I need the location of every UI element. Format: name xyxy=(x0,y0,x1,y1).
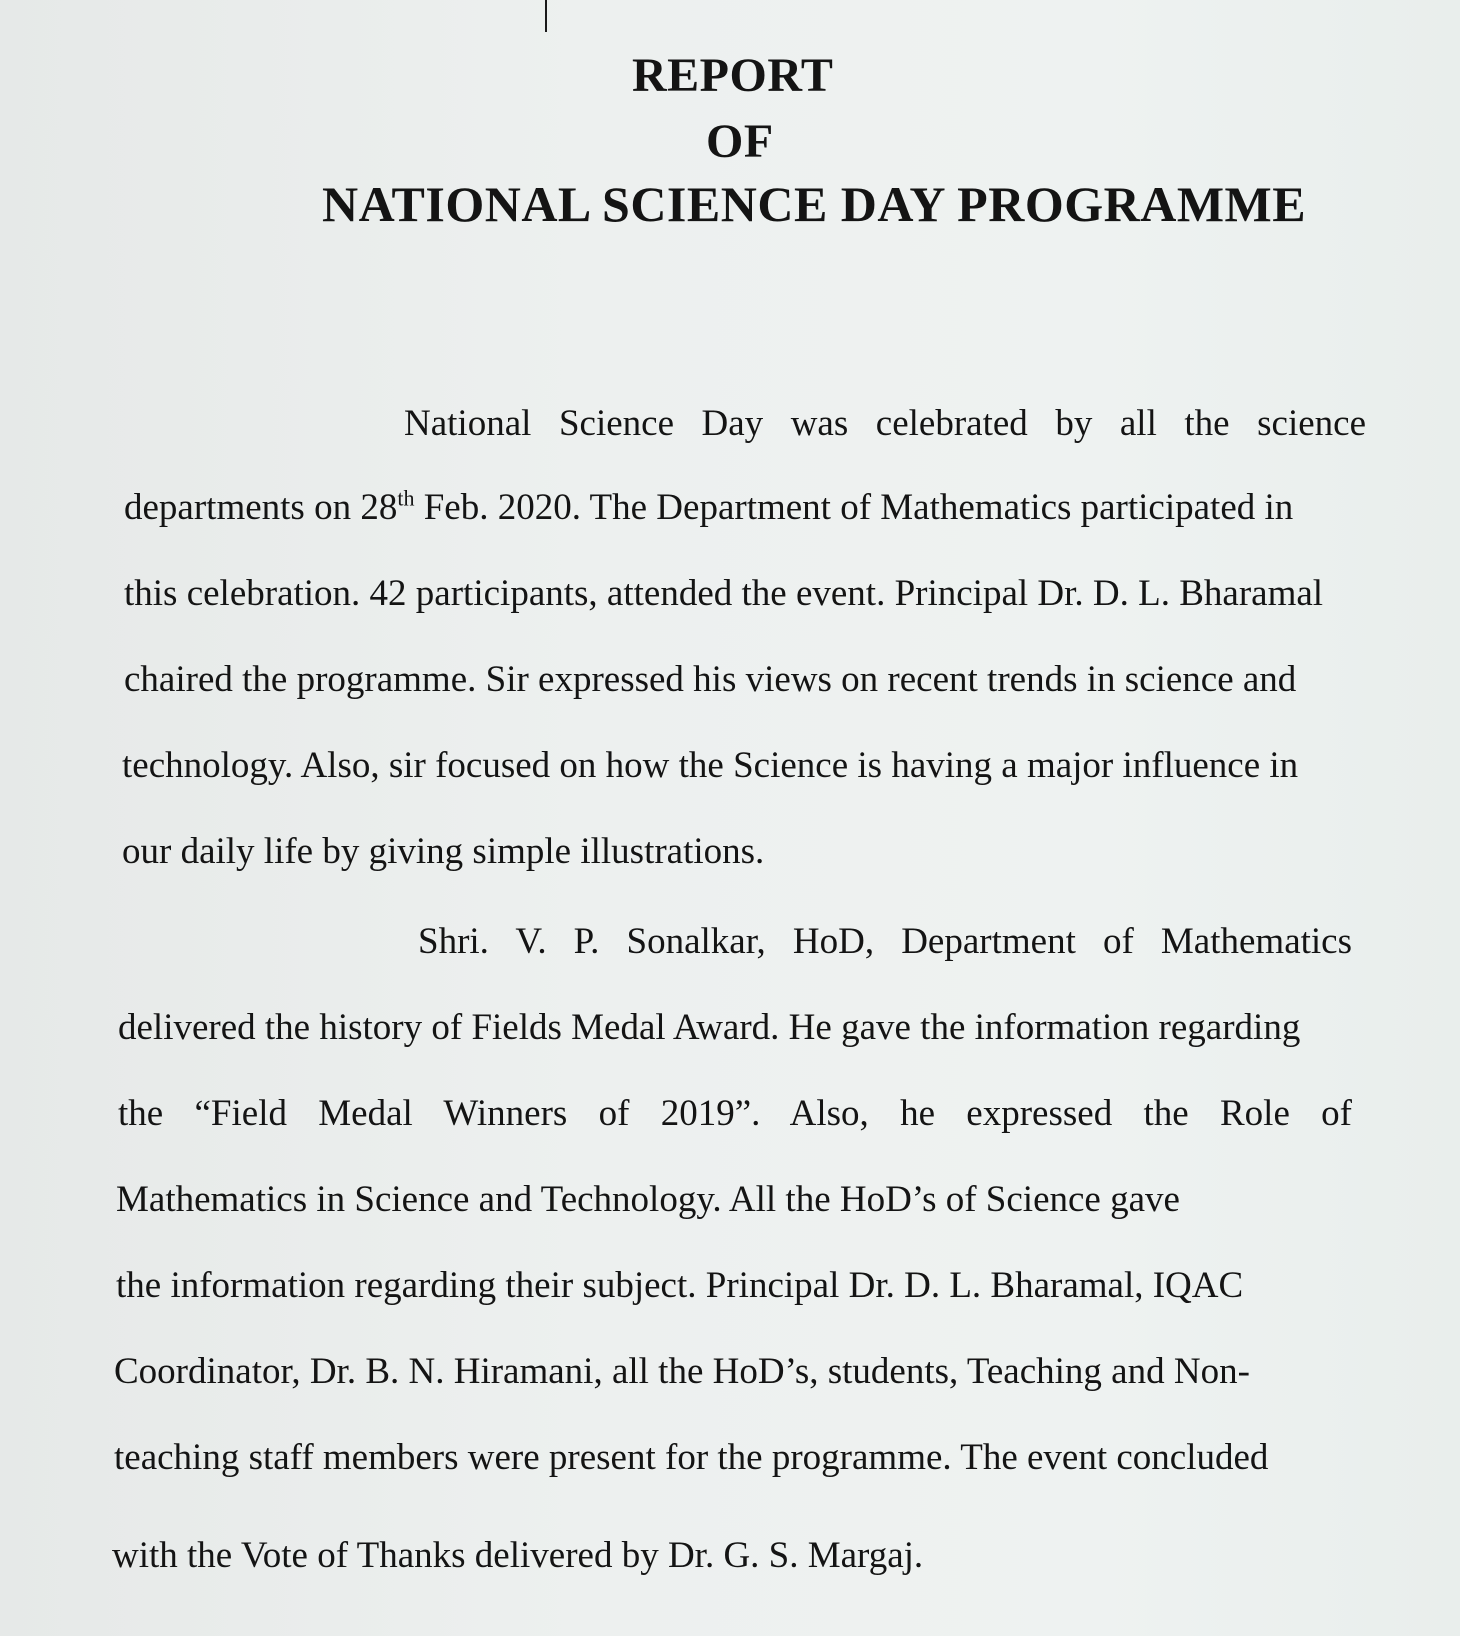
paragraph-1-line-2-prefix: departments on 28 xyxy=(124,487,398,528)
date-ordinal-suffix: th xyxy=(397,485,415,511)
title-line-programme: NATIONAL SCIENCE DAY PROGRAMME xyxy=(322,176,1307,232)
paragraph-1-line-3: this celebration. 42 participants, attended the event. Principal Dr. D. L. Bharamal xyxy=(124,573,1324,614)
paragraph-1-line-2 xyxy=(124,486,1366,530)
paragraph-2-line-8: with the Vote of Thanks delivered by Dr. G. S. Margaj. xyxy=(112,1535,924,1576)
paragraph-1-line-6: our daily life by giving simple illustrations. xyxy=(122,831,765,872)
paragraph-2-line-5: the information regarding their subject. Principal Dr. D. L. Bharamal, IQAC xyxy=(116,1265,1244,1306)
paragraph-2-line-7: teaching staff members were present for the programme. The event concluded xyxy=(114,1437,1269,1478)
paragraph-1-line-2-suffix: Feb. 2020. The Department of Mathematics participated in xyxy=(414,487,1294,528)
paragraph-2-line-3: the “Field Medal Winners of 2019”. Also, he expressed the Role of xyxy=(118,1093,1352,1134)
title-line-of: OF xyxy=(706,115,774,168)
paragraph-1-line-4: chaired the programme. Sir expressed his views on recent trends in science and xyxy=(124,659,1297,700)
text-cursor xyxy=(545,0,547,32)
paragraph-2-line-1: Shri. V. P. Sonalkar, HoD, Department of Mathematics xyxy=(418,921,1352,962)
paragraph-2-line-6: Coordinator, Dr. B. N. Hiramani, all the HoD’s, students, Teaching and Non- xyxy=(114,1351,1250,1392)
title-line-report: REPORT xyxy=(632,49,834,102)
paragraph-2-line-2: delivered the history of Fields Medal Award. He gave the information regarding xyxy=(118,1007,1301,1048)
paragraph-2-line-4: Mathematics in Science and Technology. All the HoD’s of Science gave xyxy=(116,1179,1180,1220)
paragraph-1-line-5: technology. Also, sir focused on how the Science is having a major influence in xyxy=(122,745,1299,786)
paragraph-1-line-1: National Science Day was celebrated by all the science xyxy=(404,403,1366,444)
